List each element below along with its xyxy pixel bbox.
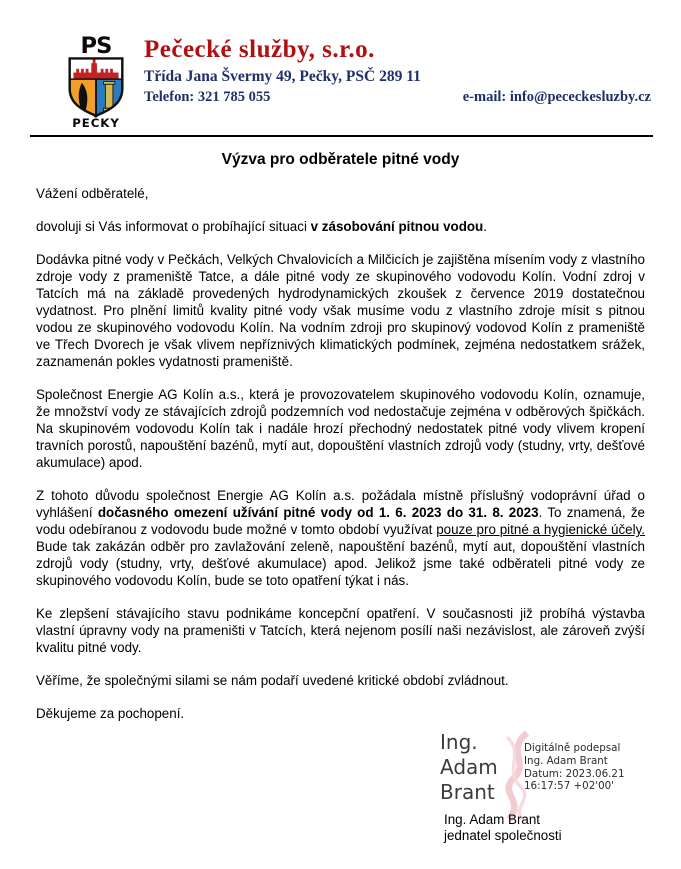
signer-name: Ing. Adam Brant	[444, 812, 541, 827]
digital-signature-stamp-name	[440, 730, 498, 805]
paragraph-salutation: Vážení odběratelé,	[36, 186, 149, 201]
company-name: Pečecké služby, s.r.o.	[144, 36, 375, 63]
paragraph-hope: Věříme, že společnými silami se nám podaří uvedené kritické období zvládnout.	[36, 673, 509, 688]
letter-body	[0, 185, 681, 722]
company-phone: Telefon: 321 785 055	[144, 89, 271, 105]
stamp-note-line: 16:17:57 +02'00'	[524, 780, 615, 793]
stamp-note-line: Ing. Adam Brant	[524, 754, 608, 767]
signer-role: jednatel společnosti	[444, 828, 562, 843]
logo-city-label: PEČKY	[72, 116, 120, 128]
contact-row	[144, 89, 651, 106]
stamp-note-line: Datum: 2023.06.21	[524, 767, 625, 780]
paragraph-supply-overview: Dodávka pitné vody v Pečkách, Velkých Chvalovicích a Milčicích je zajištěna mísením vody z vlastního zdroje vody z prameniště Tatce, a dále pitné vody ze skupinového vodovodu Kolín. Vodní zdroj v Tatcích má na základě provedených hydrodynamických zkoušek z července 2019 dostatečnou vydatnost. Pro plnění limitů kvality pitné vody však musíme vodu z vlastního zdroje mísit s pitnou vodou ze skupinového vodovodu Kolín. Na vodním zdroji pro skupinový vodovod Kolín z prameniště ve Třech Dvorech je však vlivem nepříznivých klimatických podmínek, zejména nedostatkem srážek, zaznamenán pokles vydatnosti prameniště.	[36, 252, 645, 369]
stamp-name-line: Brant	[440, 780, 495, 804]
paragraph-thanks: Děkujeme za pochopení.	[36, 706, 185, 721]
paragraph-measures: Ke zlepšení stávajícího stavu podnikáme koncepční opatření. V současnosti již probíhá výstavba vlastní úpravny vody na prameništi v Tatcích, která nejenom posílí naši nezávislost, ale zároveň zvýší kvalitu pitné vody.	[36, 606, 645, 655]
company-address: Třída Jana Švermy 49, Pečky, PSČ 289 11	[144, 68, 421, 85]
company-email: e-mail: info@pececkesluzby.cz	[462, 89, 651, 105]
stamp-name-line: Adam	[440, 755, 498, 779]
paragraph-intro: dovoluji si Vás informovat o probíhající situaci v zásobování pitnou vodou.	[36, 219, 487, 234]
company-logo	[60, 34, 132, 128]
letter-title: Výzva pro odběratele pitné vody	[221, 151, 460, 168]
letterhead-divider	[30, 135, 653, 137]
paragraph-operator-notice: Společnost Energie AG Kolín a.s., která je provozovatelem skupinového vodovodu Kolín, oznamuje, že množství vody ze stávajících zdrojů podzemních vod nedostačuje zejména v odběrových špičkách. Na skupinovém vodovodu Kolín tak i nadále hrozí přechodný nedostatek pitné vody vlivem kropení travních porostů, napouštění bazénů, mytí aut, dopouštění vlastních zdrojů vody (studny, vrty, dešťové akumulace) apod.	[36, 387, 645, 470]
paragraph-restriction: Z tohoto důvodu společnost Energie AG Kolín a.s. požádala místně příslušný vodoprávní úřad o vyhlášení dočasného omezení užívání pitné vody od 1. 6. 2023 do 31. 8. 2023. To znamená, že vodu odebíranou z vodovodu bude možné v tomto období využívat pouze pro pitné a hygienické účely. Bude tak zakázán odběr pro zavlažování zeleně, napouštění bazénů, mytí aut, dopouštění vlastních zdrojů vody (studny, vrty, dešťové akumulace) apod. Jelikož jsme také odběrateli pitné vody ze skupinového vodovodu Kolín, bude se toto opatření týkat i nás.	[36, 488, 645, 588]
letterhead	[0, 0, 681, 128]
signature-block	[418, 730, 663, 848]
digital-signature-details	[524, 742, 625, 793]
letterhead-text	[144, 34, 651, 106]
logo-shield-fields	[70, 58, 123, 120]
signer-identity	[444, 812, 562, 844]
stamp-note-line: Digitálně podepsal	[524, 742, 621, 754]
stamp-name-line: Ing.	[440, 730, 478, 754]
logo-monogram: PS	[80, 34, 112, 59]
